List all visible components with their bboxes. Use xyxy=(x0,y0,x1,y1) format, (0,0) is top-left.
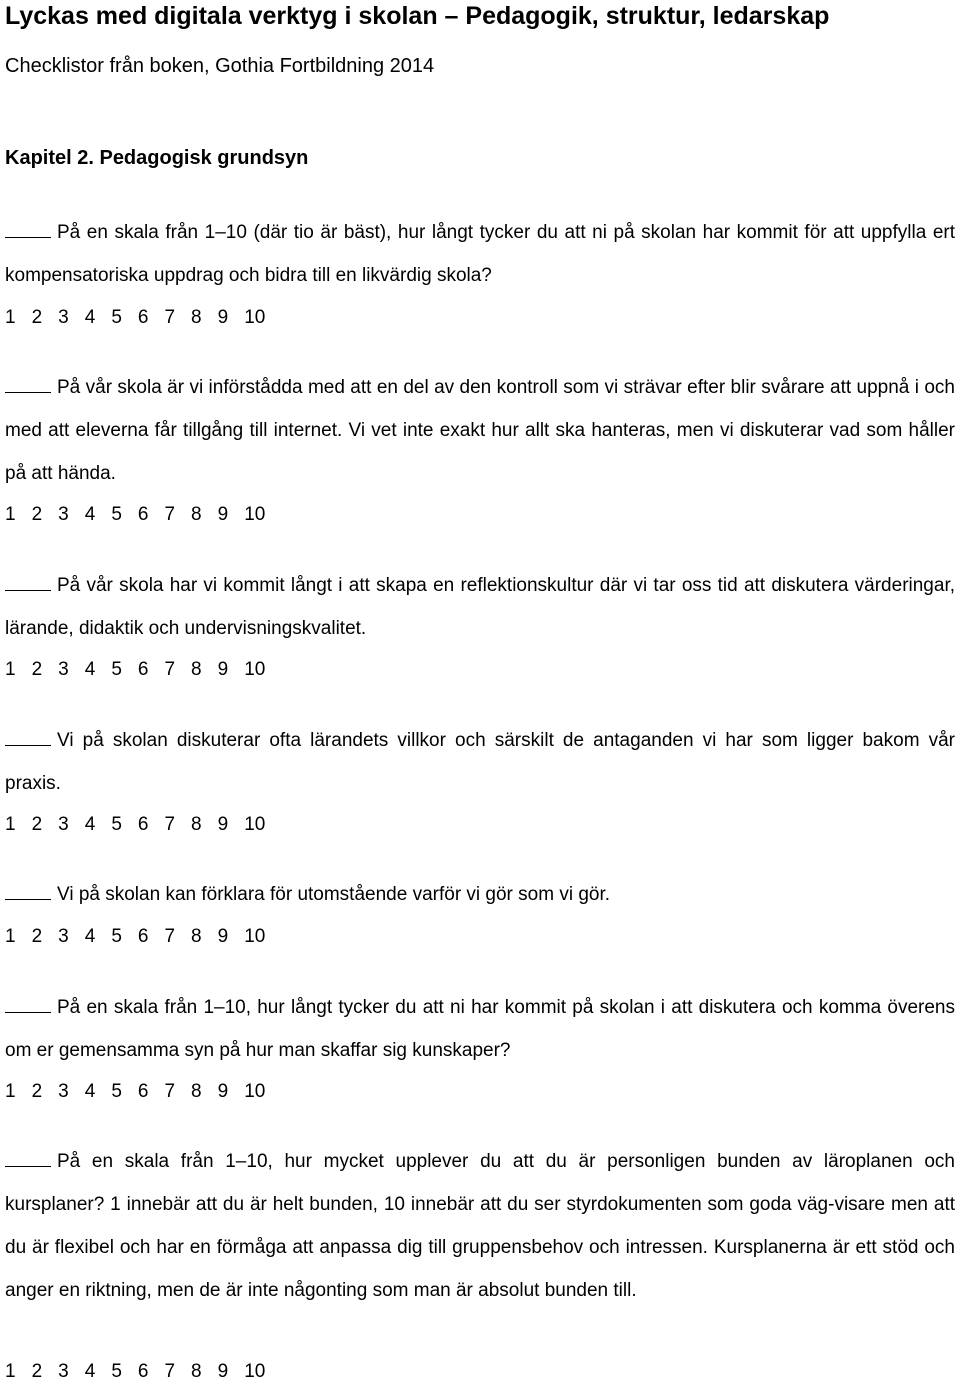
scale-option[interactable]: 9 xyxy=(217,504,229,525)
question-text: Vi på skolan diskuterar ofta lärandets villkor och särskilt de antaganden vi har som ligger bakom vår praxis. xyxy=(5,730,955,794)
scale-option[interactable]: 5 xyxy=(111,504,122,525)
scale-option[interactable]: 10 xyxy=(244,1081,266,1102)
scale-option[interactable]: 2 xyxy=(31,1081,43,1102)
answer-blank[interactable] xyxy=(5,727,51,746)
scale-option[interactable]: 10 xyxy=(244,814,266,835)
question-text: På en skala från 1–10, hur långt tycker du att ni har kommit på skolan i att diskutera och komma överens om er gemensamma syn på hur man skaffar sig kunskaper? xyxy=(5,997,955,1061)
scale-option[interactable]: 4 xyxy=(84,926,96,947)
rating-scale-3 xyxy=(5,658,265,682)
scale-option[interactable]: 10 xyxy=(244,926,266,947)
scale-option[interactable]: 8 xyxy=(191,504,202,525)
scale-option[interactable]: 4 xyxy=(84,659,96,680)
scale-option[interactable]: 5 xyxy=(111,1081,122,1102)
scale-option[interactable]: 8 xyxy=(191,1361,202,1382)
question-text: På en skala från 1–10 (där tio är bäst), hur långt tycker du att ni på skolan har kommit för att uppfylla ert kompensatoriska uppdrag och bidra till en likvärdig skola? xyxy=(5,222,955,286)
scale-option[interactable]: 6 xyxy=(137,504,149,525)
scale-option[interactable]: 2 xyxy=(31,504,43,525)
scale-option[interactable]: 9 xyxy=(217,659,229,680)
scale-option[interactable]: 4 xyxy=(84,307,96,328)
scale-option[interactable]: 1 xyxy=(5,1081,16,1102)
scale-option[interactable]: 3 xyxy=(58,504,69,525)
question-1 xyxy=(5,211,955,297)
scale-option[interactable]: 1 xyxy=(5,659,16,680)
scale-option[interactable]: 1 xyxy=(5,1361,16,1382)
rating-scale-6 xyxy=(5,1080,265,1104)
rating-scale-2 xyxy=(5,503,265,527)
scale-option[interactable]: 10 xyxy=(244,307,266,328)
question-5 xyxy=(5,873,955,916)
scale-option[interactable]: 5 xyxy=(111,926,122,947)
scale-option[interactable]: 9 xyxy=(217,926,229,947)
question-6 xyxy=(5,986,955,1072)
question-7 xyxy=(5,1140,955,1312)
scale-option[interactable]: 5 xyxy=(111,659,122,680)
scale-option[interactable]: 6 xyxy=(137,926,149,947)
scale-option[interactable]: 1 xyxy=(5,814,16,835)
scale-option[interactable]: 2 xyxy=(31,659,43,680)
question-2 xyxy=(5,366,955,495)
answer-blank[interactable] xyxy=(5,1148,51,1167)
question-text: På vår skola är vi införstådda med att en del av den kontroll som vi strävar efter blir svårare att uppnå i och med att eleverna får tillgång till internet. Vi vet inte exakt hur allt ska hanteras, men vi diskuterar vad som håller på att hända. xyxy=(5,377,955,484)
scale-option[interactable]: 9 xyxy=(217,1361,229,1382)
scale-option[interactable]: 5 xyxy=(111,307,122,328)
scale-option[interactable]: 8 xyxy=(191,307,202,328)
scale-option[interactable]: 5 xyxy=(111,814,122,835)
rating-scale-1 xyxy=(5,306,265,330)
scale-option[interactable]: 3 xyxy=(58,307,69,328)
scale-option[interactable]: 1 xyxy=(5,307,16,328)
scale-option[interactable]: 6 xyxy=(137,814,149,835)
question-text: Vi på skolan kan förklara för utomstående varför vi gör som vi gör. xyxy=(57,884,611,905)
answer-blank[interactable] xyxy=(5,994,51,1013)
question-4 xyxy=(5,719,955,805)
question-3 xyxy=(5,564,955,650)
question-text: På vår skola har vi kommit långt i att skapa en reflektionskultur där vi tar oss tid att diskutera värderingar, lärande, didaktik och undervisningskvalitet. xyxy=(5,575,955,639)
scale-option[interactable]: 6 xyxy=(137,1361,149,1382)
scale-option[interactable]: 8 xyxy=(191,814,202,835)
scale-option[interactable]: 3 xyxy=(58,659,69,680)
scale-option[interactable]: 8 xyxy=(191,659,202,680)
rating-scale-7 xyxy=(5,1360,265,1384)
rating-scale-5 xyxy=(5,925,265,949)
scale-option[interactable]: 7 xyxy=(164,1081,176,1102)
answer-blank[interactable] xyxy=(5,374,51,393)
rating-scale-4 xyxy=(5,813,265,837)
scale-option[interactable]: 10 xyxy=(244,659,266,680)
scale-option[interactable]: 6 xyxy=(137,1081,149,1102)
scale-option[interactable]: 4 xyxy=(84,814,96,835)
scale-option[interactable]: 6 xyxy=(137,307,149,328)
scale-option[interactable]: 2 xyxy=(31,307,43,328)
chapter-heading: Kapitel 2. Pedagogisk grundsyn xyxy=(5,147,309,169)
scale-option[interactable]: 3 xyxy=(58,1361,69,1382)
answer-blank[interactable] xyxy=(5,572,51,591)
document-subtitle: Checklistor från boken, Gothia Fortbildning 2014 xyxy=(5,55,435,77)
answer-blank[interactable] xyxy=(5,881,51,900)
scale-option[interactable]: 8 xyxy=(191,1081,202,1102)
scale-option[interactable]: 9 xyxy=(217,1081,229,1102)
scale-option[interactable]: 7 xyxy=(164,659,176,680)
document-title: Lyckas med digitala verktyg i skolan – Pedagogik, struktur, ledarskap xyxy=(5,2,830,30)
scale-option[interactable]: 3 xyxy=(58,814,69,835)
scale-option[interactable]: 9 xyxy=(217,307,229,328)
scale-option[interactable]: 2 xyxy=(31,926,43,947)
scale-option[interactable]: 2 xyxy=(31,814,43,835)
scale-option[interactable]: 10 xyxy=(244,504,266,525)
scale-option[interactable]: 1 xyxy=(5,504,16,525)
scale-option[interactable]: 2 xyxy=(31,1361,43,1382)
scale-option[interactable]: 7 xyxy=(164,307,176,328)
scale-option[interactable]: 3 xyxy=(58,926,69,947)
question-text: På en skala från 1–10, hur mycket upplever du att du är personligen bunden av läroplanen och kursplaner? 1 innebär att du är helt bunden, 10 innebär att du ser styrdokumenten som goda väg-visare men att du är flexibel och har en förmåga att anpassa dig till gruppensbehov och intressen. Kursplanerna är ett stöd och anger en riktning, men de är inte någonting som man är absolut bunden till. xyxy=(5,1151,955,1301)
scale-option[interactable]: 8 xyxy=(191,926,202,947)
scale-option[interactable]: 7 xyxy=(164,1361,176,1382)
scale-option[interactable]: 7 xyxy=(164,926,176,947)
scale-option[interactable]: 9 xyxy=(217,814,229,835)
scale-option[interactable]: 3 xyxy=(58,1081,69,1102)
scale-option[interactable]: 1 xyxy=(5,926,16,947)
scale-option[interactable]: 4 xyxy=(84,1361,96,1382)
scale-option[interactable]: 10 xyxy=(244,1361,266,1382)
scale-option[interactable]: 5 xyxy=(111,1361,122,1382)
scale-option[interactable]: 6 xyxy=(137,659,149,680)
scale-option[interactable]: 4 xyxy=(84,504,96,525)
scale-option[interactable]: 4 xyxy=(84,1081,96,1102)
scale-option[interactable]: 7 xyxy=(164,814,176,835)
answer-blank[interactable] xyxy=(5,219,51,238)
scale-option[interactable]: 7 xyxy=(164,504,176,525)
